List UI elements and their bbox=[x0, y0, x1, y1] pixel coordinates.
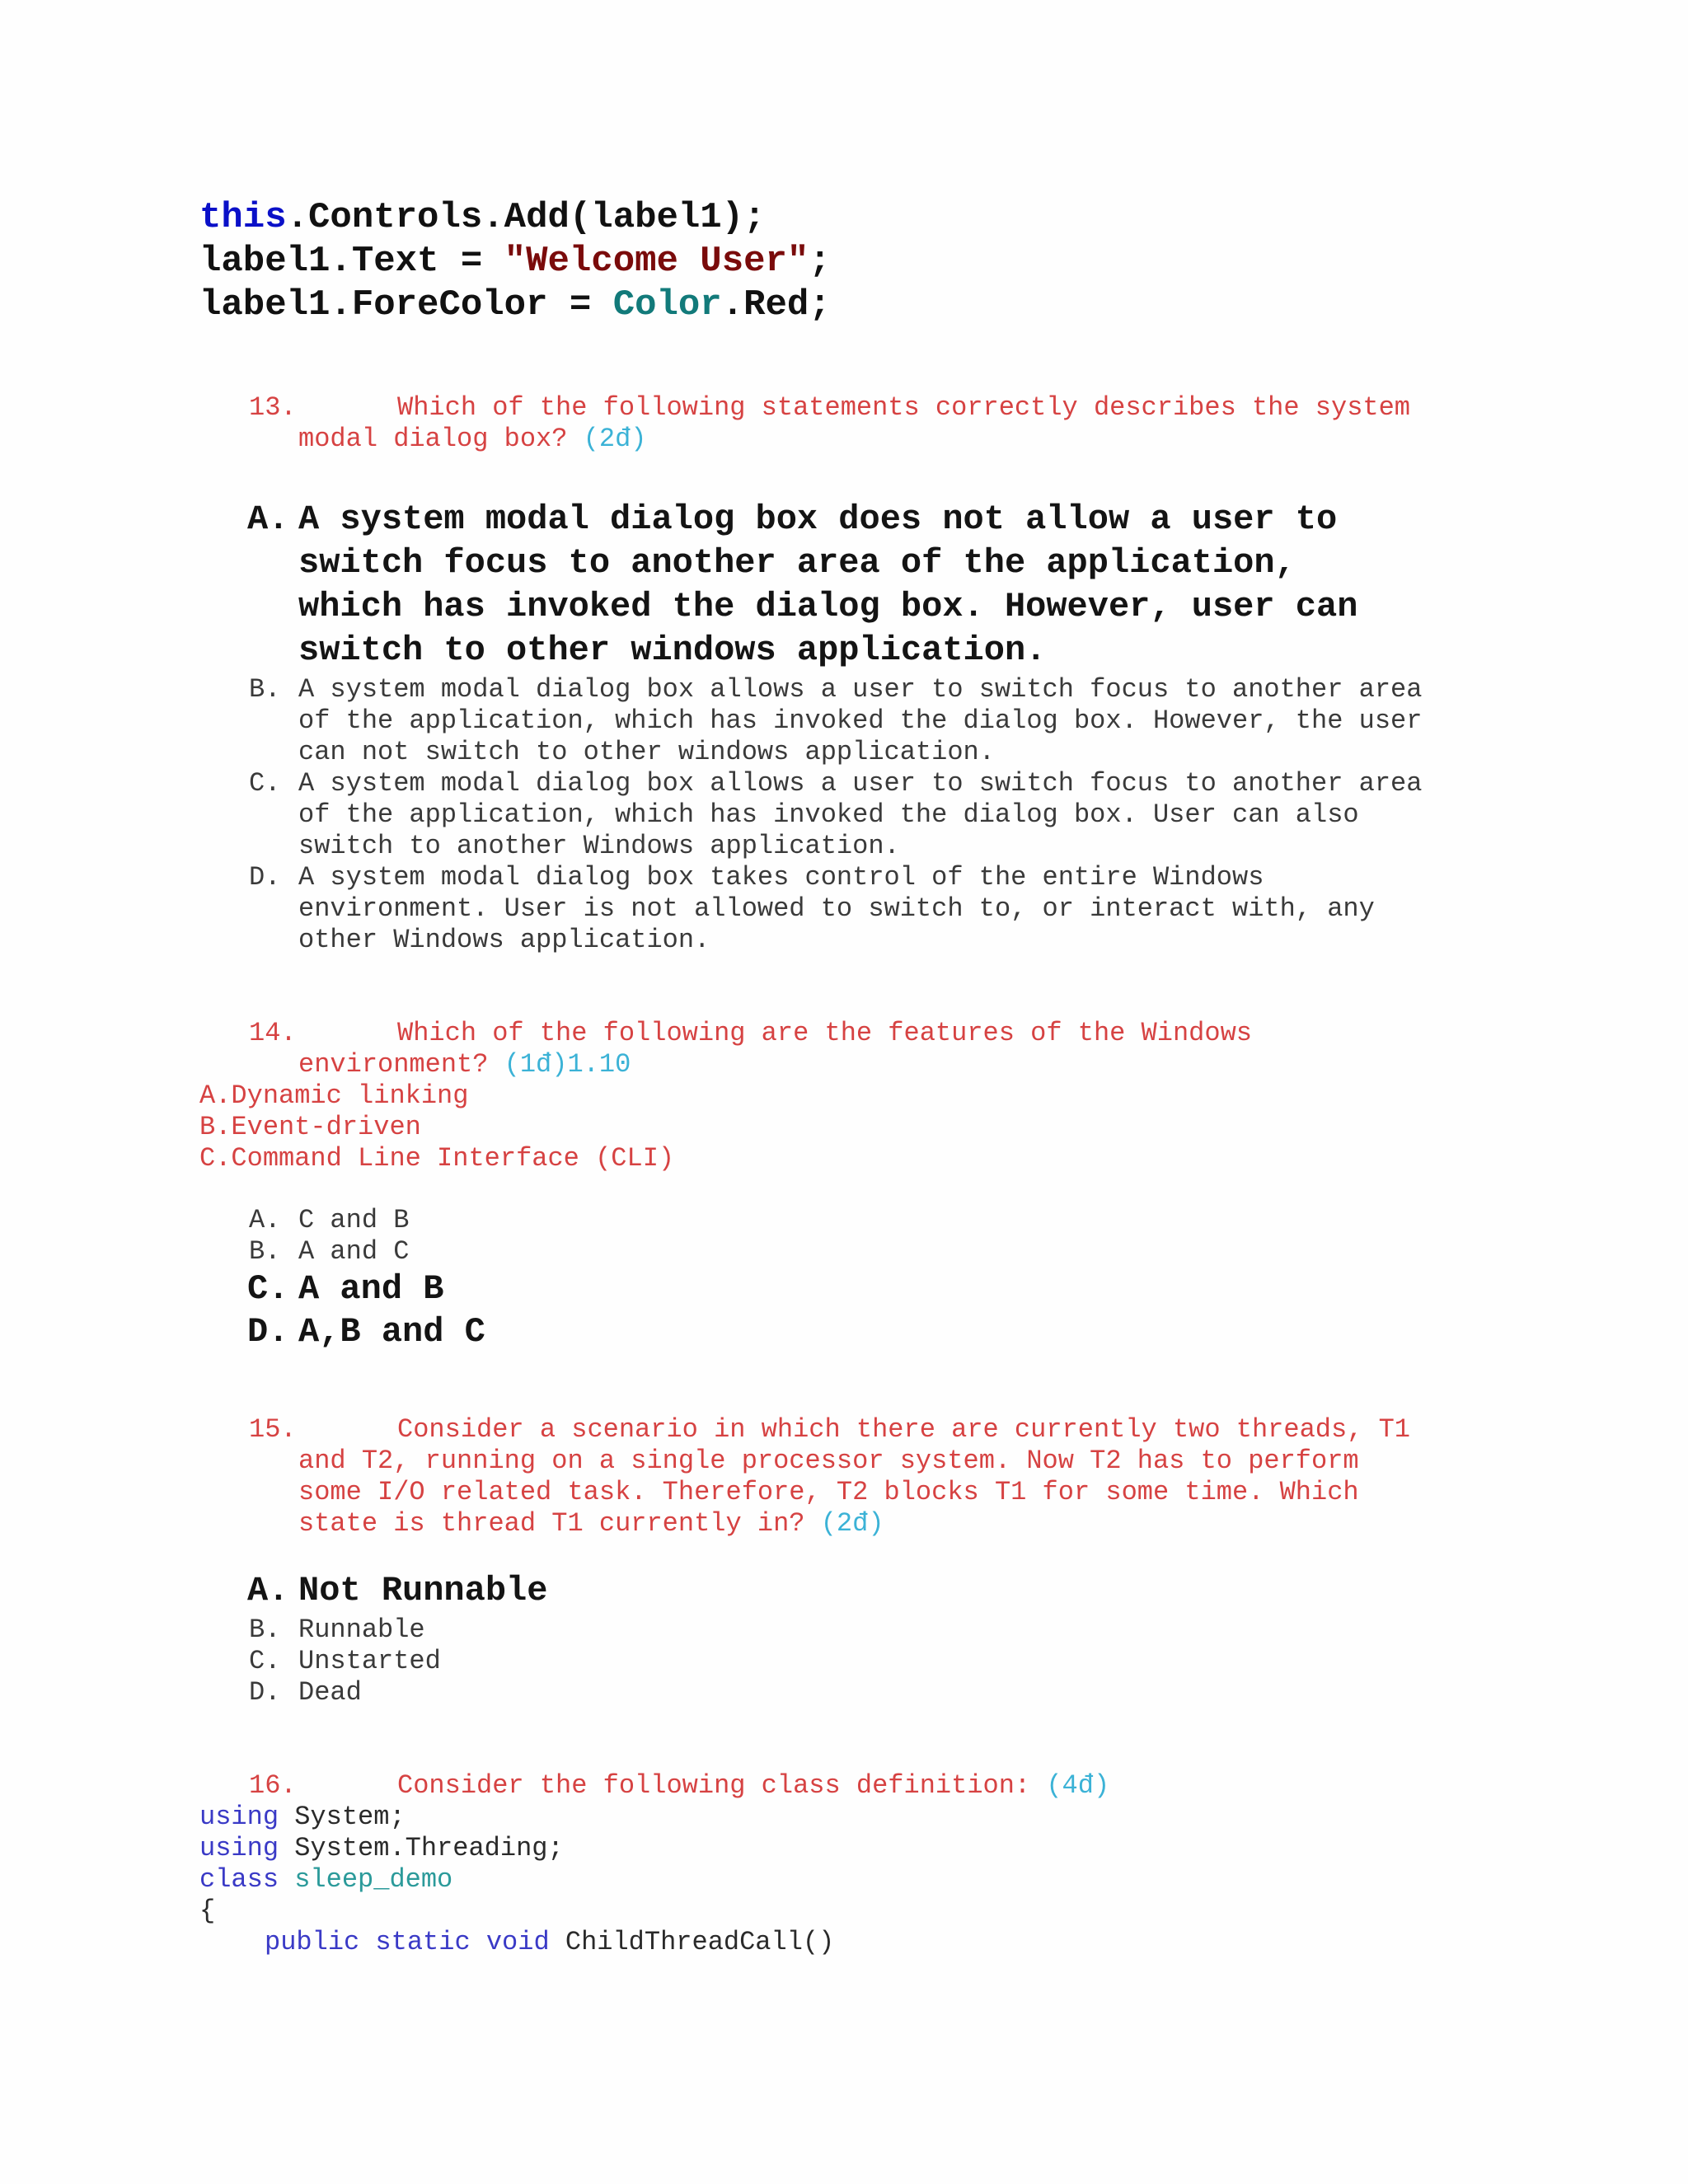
q14-option-a-text: C and B bbox=[298, 1205, 410, 1235]
q13-option-c-letter: C. bbox=[249, 768, 281, 799]
q16-code-line-1 bbox=[199, 1802, 406, 1833]
string-literal: "Welcome User" bbox=[504, 241, 809, 282]
q13-option-c-line-3: switch to another Windows application. bbox=[298, 831, 900, 861]
q15-option-b-letter: B. bbox=[249, 1615, 281, 1645]
code-text: label1.Text = bbox=[199, 241, 504, 282]
q15-option-d-letter: D. bbox=[249, 1677, 281, 1708]
question-13-text-2 bbox=[298, 424, 646, 455]
question-15-text-2: and T2, running on a single processor system. Now T2 has to perform bbox=[298, 1446, 1359, 1476]
keyword: using bbox=[199, 1802, 279, 1832]
q14-feature-c: C.Command Line Interface (CLI) bbox=[199, 1143, 675, 1174]
q14-option-c-text: A and B bbox=[298, 1269, 444, 1309]
q13-option-b-letter: B. bbox=[249, 674, 281, 705]
q13-option-b-line-1: A system modal dialog box allows a user to switch focus to another area bbox=[298, 674, 1423, 705]
keyword: public static void bbox=[265, 1927, 550, 1957]
q16-code-line-5 bbox=[265, 1927, 834, 1958]
q14-option-b-letter: B. bbox=[249, 1236, 281, 1267]
q13-option-d-line-3: other Windows application. bbox=[298, 925, 710, 955]
q13-option-d-letter: D. bbox=[249, 862, 281, 893]
q13-option-a-line-3: which has invoked the dialog box. However, user can bbox=[298, 587, 1358, 626]
q14-option-d-letter: D. bbox=[247, 1312, 289, 1352]
question-15-text-1: Consider a scenario in which there are currently two threads, T1 bbox=[397, 1414, 1410, 1445]
points-badge: (2đ) bbox=[820, 1508, 884, 1539]
q16-code-line-2 bbox=[199, 1833, 564, 1864]
q14-feature-a: A.Dynamic linking bbox=[199, 1080, 469, 1111]
q13-option-d-line-1: A system modal dialog box takes control of the entire Windows bbox=[298, 862, 1264, 893]
q13-option-a-letter: A. bbox=[247, 499, 289, 539]
question-16-number: 16. bbox=[249, 1770, 297, 1801]
code-text: ChildThreadCall() bbox=[549, 1927, 835, 1957]
code-text: ; bbox=[809, 241, 831, 282]
type-name: sleep_demo bbox=[279, 1864, 453, 1895]
q15-option-b-text: Runnable bbox=[298, 1615, 425, 1645]
q16-code-line-4 bbox=[199, 1896, 215, 1927]
points-badge: (1đ)1.10 bbox=[504, 1049, 631, 1080]
code-line-2 bbox=[199, 240, 831, 284]
code-text: label1.ForeColor = bbox=[199, 284, 613, 326]
q13-option-a-line-4: switch to other windows application. bbox=[298, 630, 1047, 670]
q13-option-a-line-1: A system modal dialog box does not allow a user to bbox=[298, 499, 1338, 539]
q14-feature-b: B.Event-driven bbox=[199, 1112, 421, 1142]
code-text: { bbox=[199, 1896, 216, 1926]
code-text: .Controls.Add(label1); bbox=[286, 197, 766, 238]
q14-option-d-text: A,B and C bbox=[298, 1312, 485, 1352]
q13-option-b-line-3: can not switch to other windows application. bbox=[298, 737, 995, 767]
q13-option-c-line-2: of the application, which has invoked the dialog box. User can also bbox=[298, 799, 1359, 830]
type-name: Color bbox=[612, 284, 722, 326]
keyword: this bbox=[199, 197, 287, 238]
question-text: environment? bbox=[298, 1049, 489, 1080]
question-15-number: 15. bbox=[249, 1414, 297, 1445]
points-badge: (2đ) bbox=[583, 424, 647, 454]
q13-option-c-line-1: A system modal dialog box allows a user to switch focus to another area bbox=[298, 768, 1423, 799]
question-16-text bbox=[397, 1770, 1109, 1802]
q16-code-line-3 bbox=[199, 1864, 452, 1896]
code-text: System; bbox=[279, 1802, 406, 1832]
question-13-text-1: Which of the following statements correctly describes the system bbox=[397, 392, 1410, 423]
question-text: modal dialog box? bbox=[298, 424, 568, 454]
points-badge: (4đ) bbox=[1046, 1770, 1110, 1801]
q14-option-b-text: A and C bbox=[298, 1236, 410, 1267]
q15-option-a-text: Not Runnable bbox=[298, 1571, 548, 1610]
q14-option-a-letter: A. bbox=[249, 1205, 281, 1235]
question-text: state is thread T1 currently in? bbox=[298, 1508, 805, 1539]
q15-option-a-letter: A. bbox=[247, 1571, 289, 1610]
question-15-text-4 bbox=[298, 1508, 884, 1540]
q13-option-b-line-2: of the application, which has invoked the dialog box. However, the user bbox=[298, 705, 1423, 736]
keyword: using bbox=[199, 1833, 279, 1863]
question-15-text-3: some I/O related task. Therefore, T2 blocks T1 for some time. Which bbox=[298, 1477, 1359, 1507]
code-line-1 bbox=[199, 196, 766, 240]
q13-option-a-line-2: switch focus to another area of the application, bbox=[298, 543, 1296, 583]
keyword: class bbox=[199, 1864, 279, 1895]
q15-option-c-letter: C. bbox=[249, 1646, 281, 1676]
q15-option-d-text: Dead bbox=[298, 1677, 362, 1708]
q13-option-d-line-2: environment. User is not allowed to switch to, or interact with, any bbox=[298, 893, 1375, 924]
question-13-number: 13. bbox=[249, 392, 297, 423]
code-text: System.Threading; bbox=[279, 1833, 564, 1863]
question-14-text-1: Which of the following are the features of the Windows bbox=[397, 1018, 1252, 1048]
q14-option-c-letter: C. bbox=[247, 1269, 289, 1309]
q15-option-c-text: Unstarted bbox=[298, 1646, 441, 1676]
code-text: .Red; bbox=[721, 284, 831, 326]
question-14-text-2 bbox=[298, 1049, 631, 1080]
question-text: Consider the following class definition: bbox=[397, 1770, 1031, 1801]
code-line-3 bbox=[199, 284, 831, 327]
question-14-number: 14. bbox=[249, 1018, 297, 1048]
